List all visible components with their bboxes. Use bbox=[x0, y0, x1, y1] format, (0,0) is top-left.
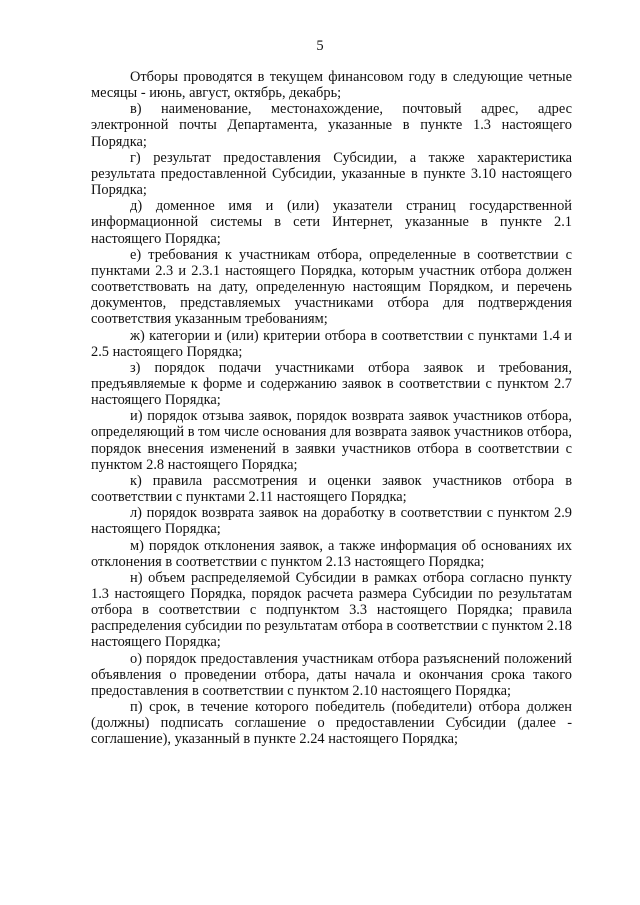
page-number: 5 bbox=[316, 38, 324, 54]
paragraph-z: з) порядок подачи участниками отбора заявок и требования, предъявляемые к форме и содержанию заявок в соответствии с пунктом 2.7 настоящего Порядка; bbox=[91, 359, 572, 409]
paragraph-zh: ж) категории и (или) критерии отбора в соответствии с пунктами 1.4 и 2.5 настоящего Порядка; bbox=[91, 327, 572, 360]
paragraph-l: л) порядок возврата заявок на доработку в соответствии с пунктом 2.9 настоящего Порядка; bbox=[91, 505, 572, 538]
paragraph-e: е) требования к участникам отбора, определенные в соответствии с пунктами 2.3 и 2.3.1 настоящего Порядка, которым участник отбора должен соответствовать на дату, определенную настоящим Порядком, и перечень документов, представляемых участниками отбора для подтверждения соответствия указанным требованиям; bbox=[91, 246, 572, 328]
paragraph-selection-months: Отборы проводятся в текущем финансовом году в следующие четные месяцы - июнь, август, октябрь, декабрь; bbox=[91, 69, 572, 102]
paragraph-k: к) правила рассмотрения и оценки заявок участников отбора в соответствии с пунктами 2.11 настоящего Порядка; bbox=[91, 472, 572, 506]
document-body bbox=[91, 69, 572, 748]
paragraph-g: г) результат предоставления Субсидии, а также характеристика результата предоставленной Субсидии, указанные в пункте 3.10 настоящего Порядка; bbox=[91, 149, 572, 199]
paragraph-n: н) объем распределяемой Субсидии в рамках отбора согласно пункту 1.3 настоящего Порядка, порядок расчета размера Субсидии по результатам отбора в соответствии с подпунктом 3.3 настоящего Порядка; правила распределения субсидии по результатам отбора в соответствии с пунктом 2.18 настоящего Порядка; bbox=[91, 569, 572, 651]
paragraph-v: в) наименование, местонахождение, почтовый адрес, адрес электронной почты Департамента, указанные в пункте 1.3 настоящего Порядка; bbox=[91, 101, 572, 150]
paragraph-o: о) порядок предоставления участникам отбора разъяснений положений объявления о проведении отбора, даты начала и окончания срока такого предоставления в соответствии с пунктом 2.10 настоящего Порядка; bbox=[91, 650, 572, 699]
paragraph-m: м) порядок отклонения заявок, а также информация об основаниях их отклонения в соответствии с пунктом 2.13 настоящего Порядка; bbox=[91, 537, 572, 570]
paragraph-i: и) порядок отзыва заявок, порядок возврата заявок участников отбора, определяющий в том числе основания для возврата заявок участников отбора, порядок внесения изменений в заявки участников отбора в соответствии с пунктом 2.8 настоящего Порядка; bbox=[91, 408, 572, 473]
paragraph-p: п) срок, в течение которого победитель (победители) отбора должен (должны) подписать соглашение о предоставлении Субсидии (далее - соглашение), указанный в пункте 2.24 настоящего Порядка; bbox=[91, 699, 572, 748]
paragraph-d: д) доменное имя и (или) указатели страниц государственной информационной системы в сети Интернет, указанные в пункте 2.1 настоящего Порядка; bbox=[91, 198, 572, 247]
